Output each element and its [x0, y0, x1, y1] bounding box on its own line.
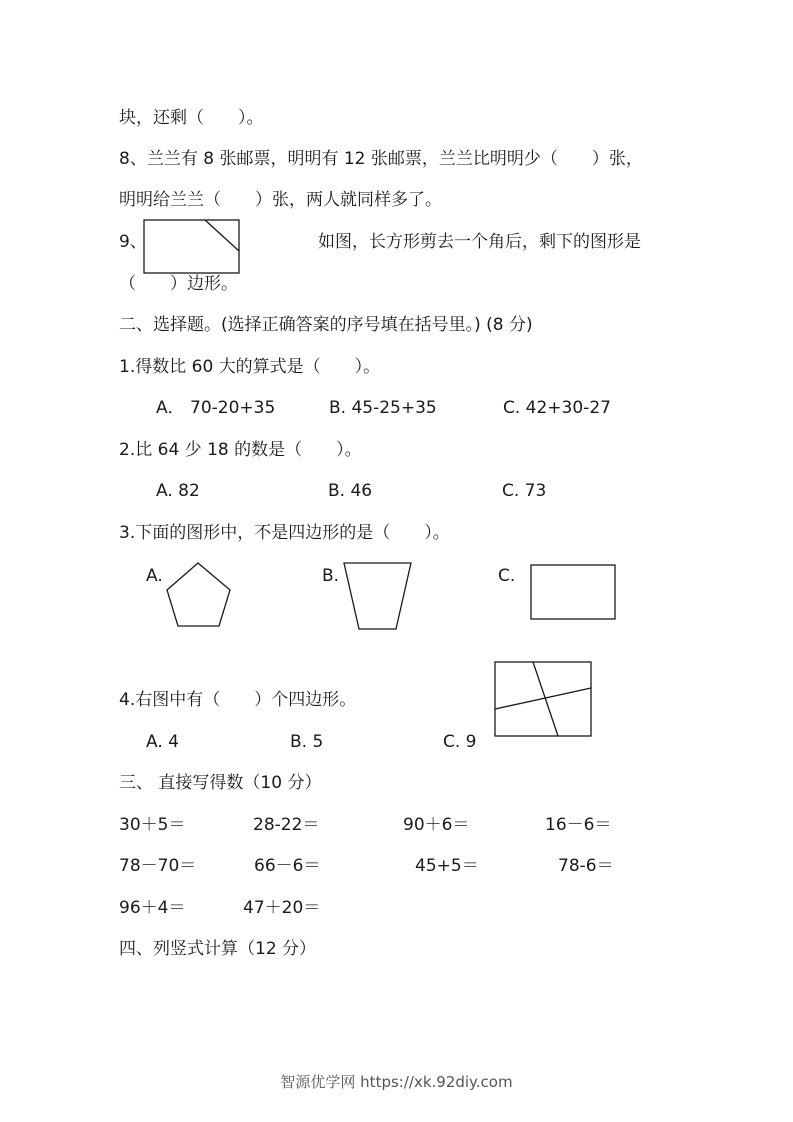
s2-q2-option-b: B. 46 [328, 481, 373, 501]
s2-q2-option-a: A. 82 [156, 481, 200, 501]
s2-q2-stem: 2.比 64 少 18 的数是（ ）。 [119, 440, 362, 460]
calc-item: 66－6＝ [254, 856, 321, 876]
quadrilateral-count-figure [494, 661, 593, 739]
s2-q3-option-a: A. [146, 566, 163, 586]
calc-item: 78-6＝ [558, 856, 614, 876]
question-8-line-2: 明明给兰兰（ ）张，两人就同样多了。 [119, 190, 442, 210]
continuation-line: 块，还剩（ ）。 [119, 108, 264, 128]
calc-item: 96＋4＝ [119, 898, 186, 918]
s2-q3-option-c: C. [498, 566, 516, 586]
s2-q4-option-a: A. 4 [146, 732, 179, 752]
calc-item: 30＋5＝ [119, 815, 186, 835]
question-9-line-2: （ ）边形。 [119, 274, 238, 294]
s2-q1-stem: 1.得数比 60 大的算式是（ ）。 [119, 357, 381, 377]
pentagon-shape [164, 560, 234, 630]
s2-q4-stem: 4.右图中有（ ）个四边形。 [119, 690, 357, 710]
s2-q1-option-c: C. 42+30-27 [503, 398, 611, 418]
section-4-title: 四、列竖式计算（12 分） [119, 939, 317, 959]
calc-item: 90＋6＝ [403, 815, 470, 835]
calc-item: 28-22＝ [253, 815, 320, 835]
question-9-number: 9、 [119, 232, 147, 252]
trapezoid-shape [342, 560, 414, 632]
cut-rectangle-figure [143, 219, 241, 275]
s2-q1-option-a: A． 70-20+35 [156, 398, 276, 418]
s2-q2-option-c: C. 73 [502, 481, 547, 501]
question-8-line-1: 8、兰兰有 8 张邮票，明明有 12 张邮票，兰兰比明明少（ ）张， [119, 149, 643, 169]
question-9-text: 如图，长方形剪去一个角后，剩下的图形是 [318, 232, 641, 252]
s2-q3-option-b: B. [322, 566, 340, 586]
section-3-title: 三、 直接写得数（10 分） [119, 773, 322, 793]
section-2-title: 二、选择题。(选择正确答案的序号填在括号里。) (8 分) [119, 315, 533, 335]
footer-watermark: 智源优学网 https://xk.92diy.com [280, 1073, 513, 1091]
calc-item: 47＋20＝ [243, 898, 321, 918]
s2-q3-stem: 3.下面的图形中，不是四边形的是（ ）。 [119, 523, 450, 543]
calc-item: 16－6＝ [545, 815, 612, 835]
rectangle-shape [529, 563, 618, 621]
s2-q1-option-b: B. 45-25+35 [329, 398, 437, 418]
calc-item: 78－70＝ [119, 856, 197, 876]
s2-q4-option-c: C. 9 [443, 732, 477, 752]
s2-q4-option-b: B. 5 [290, 732, 324, 752]
calc-item: 45+5＝ [415, 856, 479, 876]
